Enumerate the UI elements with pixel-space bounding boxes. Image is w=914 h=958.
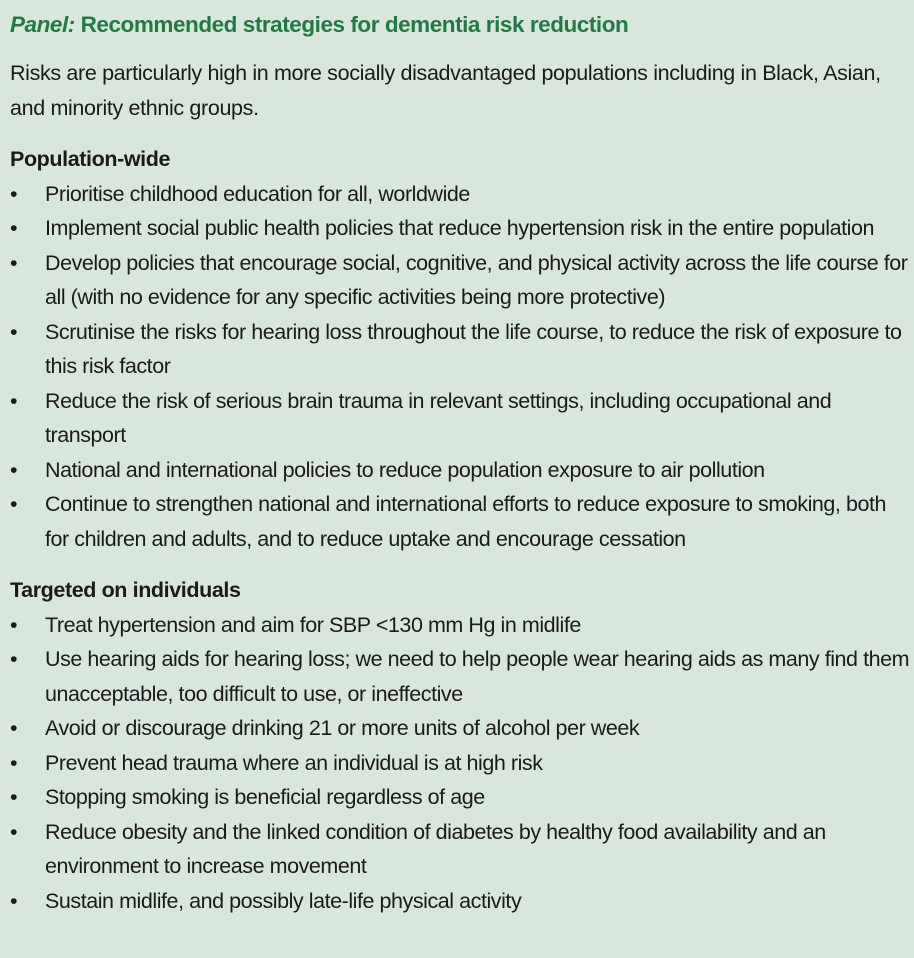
list-item-text: Develop policies that encourage social, cognitive, and physical activity across the life course for all (with no evidence for any specific activities being more protective) xyxy=(45,250,908,309)
population-wide-list xyxy=(10,177,914,557)
list-item xyxy=(10,780,914,815)
population-wide-heading: Population-wide xyxy=(10,147,171,171)
list-item-text: National and international policies to reduce population exposure to air pollution xyxy=(45,457,765,482)
list-item xyxy=(10,315,914,384)
bullet-icon: • xyxy=(10,716,18,740)
list-item-text: Avoid or discourage drinking 21 or more units of alcohol per week xyxy=(45,716,640,740)
list-item-text: Stopping smoking is beneficial regardless of age xyxy=(45,785,485,809)
list-item xyxy=(10,746,914,781)
panel-label: Panel: xyxy=(10,12,75,37)
list-item-text: Use hearing aids for hearing loss; we need to help people wear hearing aids as many find them unacceptable, too difficult to use, or ineffective xyxy=(45,647,910,706)
bullet-icon: • xyxy=(10,216,18,240)
list-item-text: Reduce the risk of serious brain trauma in relevant settings, including occupational and transport xyxy=(45,388,832,447)
bullet-icon: • xyxy=(10,457,18,482)
bullet-icon: • xyxy=(10,785,18,809)
list-item-text: Scrutinise the risks for hearing loss throughout the life course, to reduce the risk of exposure to this risk factor xyxy=(45,319,902,378)
panel-title-text: Recommended strategies for dementia risk reduction xyxy=(74,12,629,37)
list-item-text: Implement social public health policies that reduce hypertension risk in the entire population xyxy=(45,216,874,240)
bullet-icon: • xyxy=(10,647,18,671)
list-item xyxy=(10,711,914,746)
targeted-heading: Targeted on individuals xyxy=(10,578,241,602)
list-item-text: Continue to strengthen national and international efforts to reduce exposure to smoking, both for children and adults, and to reduce uptake and encourage cessation xyxy=(45,492,887,551)
intro-paragraph: Risks are particularly high in more socially disadvantaged populations including in Black, Asian, and minority ethnic groups. xyxy=(10,61,881,120)
list-item-text: Prevent head trauma where an individual is at high risk xyxy=(45,750,543,775)
list-item xyxy=(10,211,914,246)
bullet-icon: • xyxy=(10,888,18,913)
panel-title xyxy=(10,9,914,41)
list-item xyxy=(10,384,914,453)
list-item xyxy=(10,642,914,711)
list-item xyxy=(10,177,914,212)
list-item xyxy=(10,246,914,315)
bullet-icon: • xyxy=(10,819,18,844)
list-item xyxy=(10,815,914,884)
bullet-icon: • xyxy=(10,250,18,275)
list-item xyxy=(10,487,914,556)
bullet-icon: • xyxy=(10,181,18,206)
bullet-icon: • xyxy=(10,750,18,775)
list-item xyxy=(10,884,914,919)
list-item-text: Sustain midlife, and possibly late-life physical activity xyxy=(45,888,522,913)
list-item-text: Reduce obesity and the linked condition of diabetes by healthy food availability and an environment to increase movement xyxy=(45,819,826,878)
list-item-text: Prioritise childhood education for all, worldwide xyxy=(45,181,470,206)
list-item xyxy=(10,453,914,488)
bullet-icon: • xyxy=(10,388,18,413)
bullet-icon: • xyxy=(10,319,18,344)
list-item xyxy=(10,608,914,643)
targeted-list xyxy=(10,608,914,919)
list-item-text: Treat hypertension and aim for SBP <130 mm Hg in midlife xyxy=(45,612,581,637)
bullet-icon: • xyxy=(10,492,18,516)
bullet-icon: • xyxy=(10,612,18,637)
